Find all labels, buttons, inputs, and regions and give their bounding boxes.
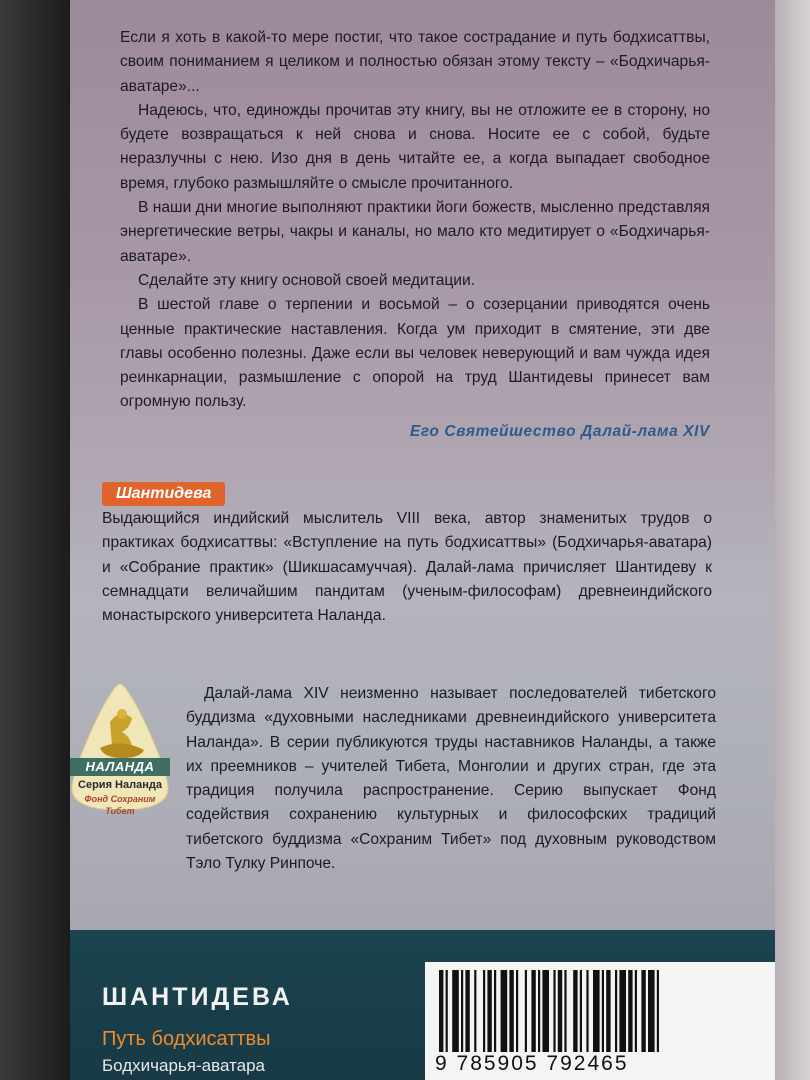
logo-series: Серия Наланда [78,779,162,791]
quote-paragraph: Если я хоть в какой-то мере постиг, что такое сострадание и путь бодхисаттвы, своим пониманием я целиком и полностью обязан этому тексту – «Бодхичарья-аватаре»... [120,29,710,95]
quote-paragraph: Сделайте эту книгу основой своей медитации. [138,271,476,289]
book-subtitle: Бодхичарья-аватара [102,1056,265,1075]
series-description: Далай-лама XIV неизменно называет последователей тибетского буддизма «духовными наследниками древнеиндийского университета Наланда». В серии публикуются труды наставников Наланды, а также их преемников – учителей Тибета, Монголии и других стран, где эта традиция получила распространение. Серию выпускает Фонд содействия сохранению культурных и философских традиций тибетского буддизма «Сохраним Тибет» под духовным руководством Тэло Тулку Ринпоче. [186,685,716,873]
barcode-bars [435,970,765,1052]
book-title: Путь бодхисаттвы [102,1028,271,1050]
quote-signature: Его Святейшество Далай-лама XIV [409,423,710,440]
barcode-digits: 9 785905 792465 [435,1052,629,1075]
author-bio: Выдающийся индийский мыслитель VIII века, автор знаменитых трудов о практиках бодхисаттвы: «Вступление на путь бодхисаттвы» (Бодхичарья-аватара) и «Собрание практик» (Шикшасамуччая). Далай-лама причисляет Шантидеву к семнадцати величайшим пандитам (ученым-философам) древнеиндийского монастырского университета Наланда. [102,510,712,625]
book-back-cover [70,0,775,1080]
bottom-author: ШАНТИДЕВА [102,983,293,1011]
barcode [425,962,775,1080]
quote-paragraph: Надеюсь, что, единожды прочитав эту книгу, вы не отложите ее в сторону, но будете возвращаться к ней снова и снова. Носите ее с собой, будьте неразлучны с нею. Изо дня в день читайте ее, а когда выпадает свободное время, глубоко размышляйте о смысле прочитанного. [120,101,710,192]
quote-paragraph: В шестой главе о терпении и восьмой – о созерцании приводятся очень ценные практические наставления. Когда ум приходит в смятение, эти две главы особенно полезны. Даже если вы человек неверующий и вам чужда идея реинкарнации, размышление с опорой на труд Шантидевы принесет вам огромную пользу. [120,296,710,411]
logo-fund: Фонд Сохраним Тибет [84,794,156,816]
dalai-lama-quote [120,26,710,415]
background-right [775,0,810,1080]
logo-name: НАЛАНДА [70,758,170,776]
author-tag: Шантидева [102,482,225,506]
background-left [0,0,70,1080]
quote-paragraph: В наши дни многие выполняют практики йоги божеств, мысленно представляя энергетические ветры, чакры и каналы, но мало кто медитирует о «Бодхичарья-аватаре». [120,199,710,265]
